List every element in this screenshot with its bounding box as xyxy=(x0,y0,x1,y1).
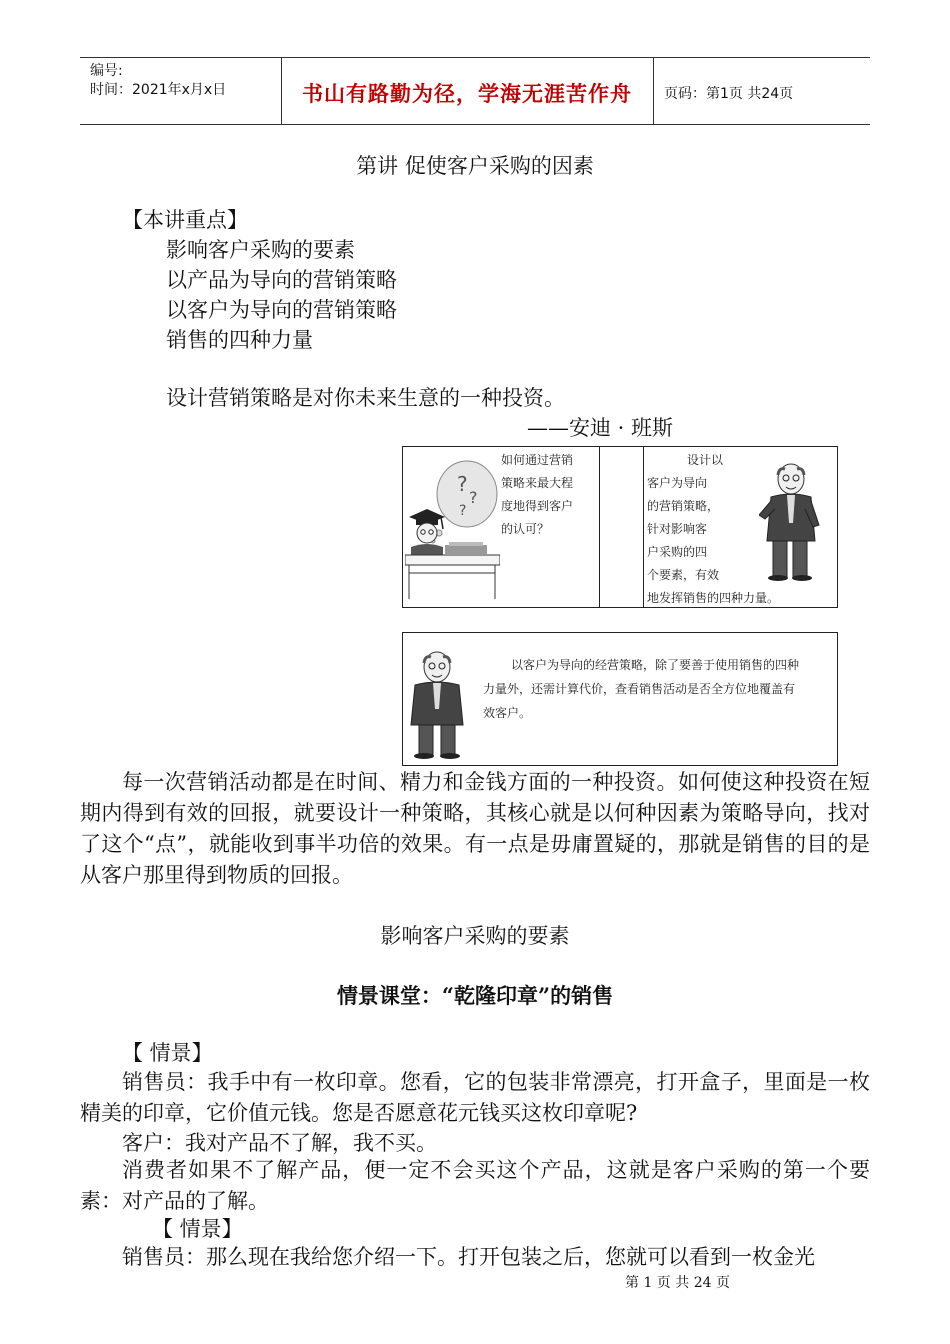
document-date-label: 时间：2021年x月x日 xyxy=(90,82,227,98)
svg-text:?: ? xyxy=(459,503,467,519)
section-title: 影响客户采购的要素 xyxy=(380,924,570,948)
figure-question-line: 如何通过营销 xyxy=(501,453,574,467)
figure-answer-line: 个要素，有效 xyxy=(647,568,720,582)
quote-author: ——安迪 · 班斯 xyxy=(527,416,674,440)
figure-answer-line: 设计以 xyxy=(687,453,724,467)
page-footer: 第 1 页 共 24 页 xyxy=(625,1275,730,1291)
key-point-item: 以客户为导向的营销策略 xyxy=(166,298,397,322)
header-bottom-rule xyxy=(80,124,870,125)
header-motto: 书山有路勤为径，学海无涯苦作舟 xyxy=(302,82,632,106)
figure-answer-line: 地发挥销售的四种力量。 xyxy=(647,591,780,605)
page-number-label: 页码：第1页 共24页 xyxy=(664,86,794,102)
figure-strategy-box xyxy=(402,632,838,766)
figure-strategy-line: 以客户为导向的经营策略，除了要善于使用销售的四种 xyxy=(511,658,800,672)
dialog-seller: 销售员：我手中有一枚印章。您看，它的包装非常漂亮，打开盒子，里面是一枚精美的印章，它价值元钱。您是否愿意花元钱买这枚印章呢? xyxy=(80,1070,870,1125)
dialog-customer: 客户：我对产品不了解，我不买。 xyxy=(122,1131,437,1155)
dialog-seller: 销售员：那么现在我给您介绍一下。打开包装之后，您就可以看到一枚金光 xyxy=(122,1245,815,1269)
scene-label: 【 情景】 xyxy=(152,1217,243,1241)
figure-question-line: 度地得到客户 xyxy=(501,499,574,513)
figure-question-line: 策略来最大程 xyxy=(501,476,574,490)
figure-divider xyxy=(599,447,600,607)
intro-paragraph: 每一次营销活动都是在时间、精力和金钱方面的一种投资。如何使这种投资在短期内得到有效的回报，就要设计一种策略，其核心就是以何种因素为策略导向，找对了这个“点”，就能收到事半功倍的效果。有一点是毋庸置疑的，那就是销售的目的是从客户那里得到物质的回报。 xyxy=(80,770,870,887)
figure-answer-line: 的营销策略， xyxy=(647,499,720,513)
student-thinking-illustration xyxy=(405,459,500,599)
figure-answer-line: 户采购的四 xyxy=(647,545,708,559)
header-top-rule xyxy=(80,57,870,58)
lecture-title: 第讲 促使客户采购的因素 xyxy=(356,154,594,178)
key-point-item: 影响客户采购的要素 xyxy=(166,238,355,262)
figure-strategy-line: 效客户。 xyxy=(483,706,532,720)
figure-divider xyxy=(643,447,644,607)
document-number-label: 编号: xyxy=(90,63,123,79)
key-point-item: 以产品为导向的营销策略 xyxy=(166,268,397,292)
quote-text: 设计营销策略是对你未来生意的一种投资。 xyxy=(166,386,565,410)
header-divider xyxy=(653,57,654,124)
businessman-illustration xyxy=(407,651,467,759)
svg-text:?: ? xyxy=(457,472,468,496)
figure-answer-line: 客户为导向 xyxy=(647,476,708,490)
key-points-heading: 【本讲重点】 xyxy=(122,208,248,232)
presenter-man-illustration xyxy=(759,463,835,581)
key-point-item: 销售的四种力量 xyxy=(166,328,313,352)
figure-dialog-box xyxy=(402,446,838,608)
case-title: 情景课堂：“乾隆印章”的销售 xyxy=(336,983,614,1008)
scene-comment: 消费者如果不了解产品，便一定不会买这个产品，这就是客户采购的第一个要素：对产品的了解。 xyxy=(80,1158,870,1213)
figure-strategy-line: 力量外，还需计算代价，查看销售活动是否全方位地覆盖有 xyxy=(483,682,796,696)
svg-text:?: ? xyxy=(469,488,478,507)
figure-question-line: 的认可？ xyxy=(501,522,550,536)
scene-label: 【 情景】 xyxy=(122,1041,213,1065)
figure-answer-line: 针对影响客 xyxy=(647,522,708,536)
